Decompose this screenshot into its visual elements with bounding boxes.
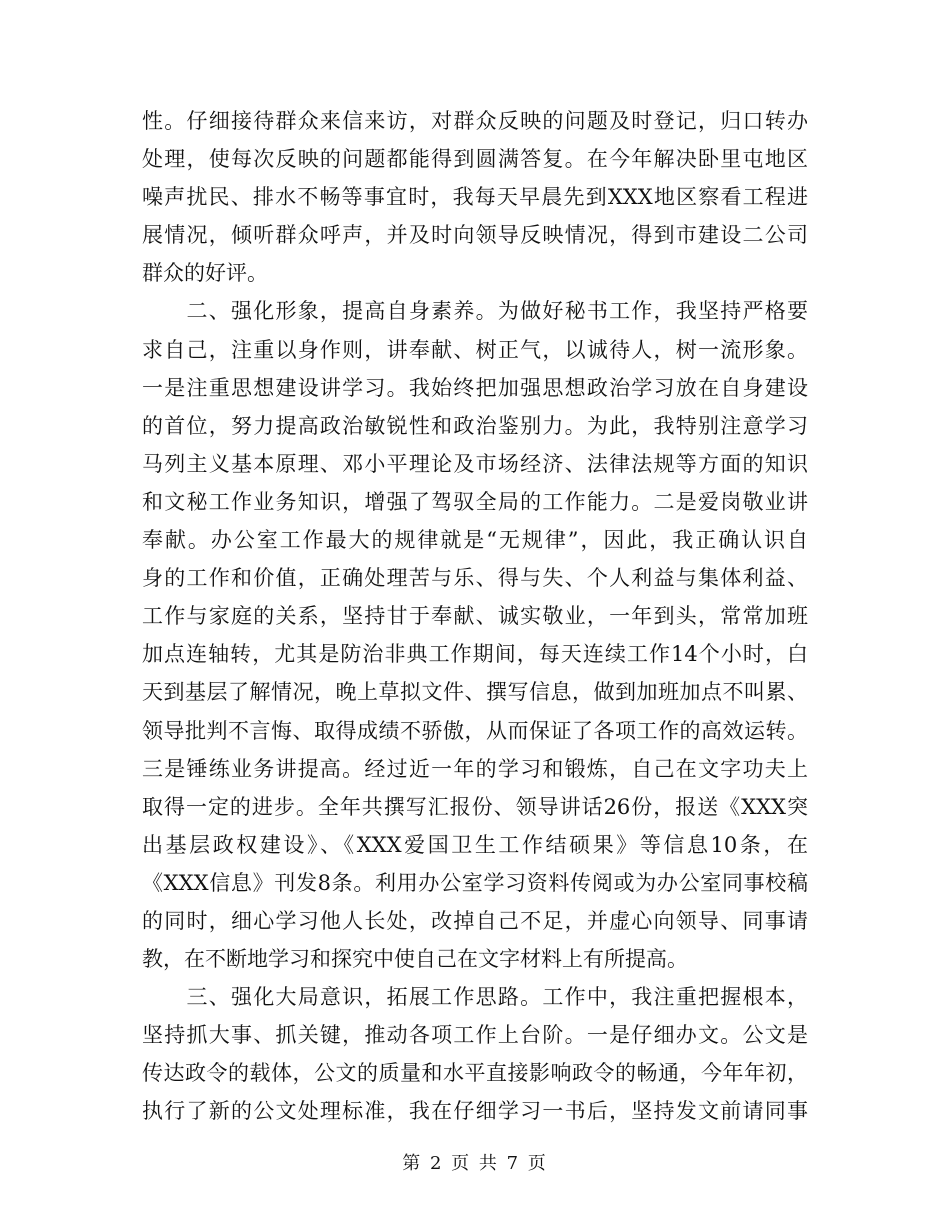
- document-body: [142, 102, 808, 1131]
- paragraph: [142, 102, 808, 292]
- text-line: 的首位，努力提高政治敏锐性和政治鉴别力。为此，我特别注意学习: [142, 413, 808, 438]
- text-line: 一是注重思想建设讲学习。我始终把加强思想政治学习放在自身建设: [142, 375, 808, 400]
- text-line: 和文秘工作业务知识，增强了驾驭全局的工作能力。二是爱岗敬业讲: [142, 489, 808, 514]
- text-line: 领导批判不言悔、取得成绩不骄傲，从而保证了各项工作的高效运转。: [142, 718, 808, 743]
- text-line: 噪声扰民、排水不畅等事宜时，我每天早晨先到XXX地区察看工程进: [142, 185, 808, 210]
- text-line: 求自己，注重以身作则，讲奉献、树正气，以诚待人，树一流形象。: [142, 337, 808, 362]
- text-line: 《XXX信息》刊发8条。利用办公室学习资料传阅或为办公室同事校稿: [142, 870, 808, 895]
- text-line: 二、强化形象，提高自身素养。为做好秘书工作，我坚持严格要: [142, 299, 808, 324]
- text-line: 传达政令的载体，公文的质量和水平直接影响政令的畅通，今年年初，: [142, 1061, 808, 1086]
- text-line: 三是锤练业务讲提高。经过近一年的学习和锻炼，自己在文字功夫上: [142, 756, 808, 781]
- text-line: 性。仔细接待群众来信来访，对群众反映的问题及时登记，归口转办: [142, 109, 808, 133]
- text-line: 坚持抓大事、抓关键，推动各项工作上台阶。一是仔细办文。公文是: [142, 1023, 808, 1048]
- page-number-footer: 第 2 页 共 7 页: [402, 1153, 548, 1174]
- paragraph: [142, 292, 808, 978]
- paragraph: [142, 978, 808, 1130]
- text-line: 身的工作和价值，正确处理苦与乐、得与失、个人利益与集体利益、: [142, 566, 808, 591]
- text-line: 奉献。办公室工作最大的规律就是“无规律”，因此，我正确认识自: [142, 528, 808, 553]
- text-line: 出基层政权建设》、《XXX爱国卫生工作结硕果》等信息10条，在: [142, 832, 808, 857]
- text-line: 取得一定的进步。全年共撰写汇报份、领导讲话26份，报送《XXX突: [142, 794, 808, 819]
- text-line: 群众的好评。: [142, 261, 268, 286]
- text-line: 天到基层了解情况，晚上草拟文件、撰写信息，做到加班加点不叫累、: [142, 680, 808, 705]
- text-line: 教，在不断地学习和探究中使自己在文字材料上有所提高。: [142, 947, 688, 972]
- text-line: 加点连轴转，尤其是防治非典工作期间，每天连续工作14个小时，白: [142, 642, 808, 667]
- text-line: 三、强化大局意识，拓展工作思路。工作中，我注重把握根本，: [142, 985, 808, 1010]
- text-line: 展情况，倾听群众呼声，并及时向领导反映情况，得到市建设二公司: [142, 223, 808, 248]
- text-line: 的同时，细心学习他人长处，改掉自己不足，并虚心向领导、同事请: [142, 908, 808, 933]
- text-line: 马列主义基本原理、邓小平理论及市场经济、法律法规等方面的知识: [142, 451, 808, 476]
- text-line: 处理，使每次反映的问题都能得到圆满答复。在今年解决卧里屯地区: [142, 147, 808, 172]
- text-line: 工作与家庭的关系，坚持甘于奉献、诚实敬业，一年到头，常常加班: [142, 604, 808, 629]
- text-line: 执行了新的公文处理标准，我在仔细学习一书后，坚持发文前请同事: [142, 1099, 808, 1124]
